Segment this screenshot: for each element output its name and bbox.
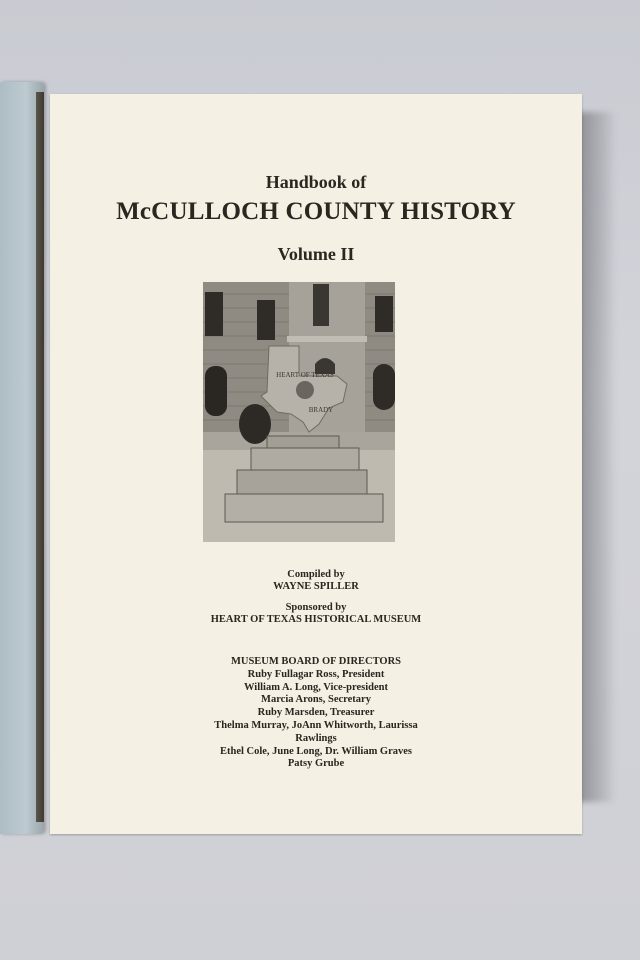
book-spine-edge	[36, 92, 44, 822]
board-member: Thelma Murray, JoAnn Whitworth, Laurissa	[214, 719, 418, 731]
courthouse-monument-photo	[203, 282, 395, 542]
board-of-directors	[50, 656, 582, 771]
compiled-by-label: Compiled by	[287, 569, 345, 580]
board-member: Ruby Marsden, Treasurer	[257, 707, 375, 719]
board-member: Ethel Cole, June Long, Dr. William Graves	[219, 745, 413, 757]
board-member: Patsy Grube	[287, 758, 345, 770]
title-page	[50, 94, 582, 834]
monument-text-top: HEART OF TEXAS	[276, 371, 334, 379]
compiler-name: WAYNE SPILLER	[273, 581, 359, 592]
board-member: William A. Long, Vice-president	[244, 681, 388, 693]
board-member: Ruby Fullagar Ross, President	[247, 668, 385, 680]
pre-title: Handbook of	[265, 172, 367, 192]
board-member: Marcia Arons, Secretary	[261, 694, 371, 706]
sponsor-name: HEART OF TEXAS HISTORICAL MUSEUM	[210, 614, 422, 625]
sponsored-by-label: Sponsored by	[285, 602, 347, 613]
monument-text-bottom: BRADY	[308, 406, 334, 414]
board-heading: MUSEUM BOARD OF DIRECTORS	[230, 656, 402, 667]
book-title: McCULLOCH COUNTY HISTORY	[116, 198, 516, 225]
volume-label: Volume II	[277, 244, 355, 264]
board-member: Rawlings	[295, 732, 337, 744]
